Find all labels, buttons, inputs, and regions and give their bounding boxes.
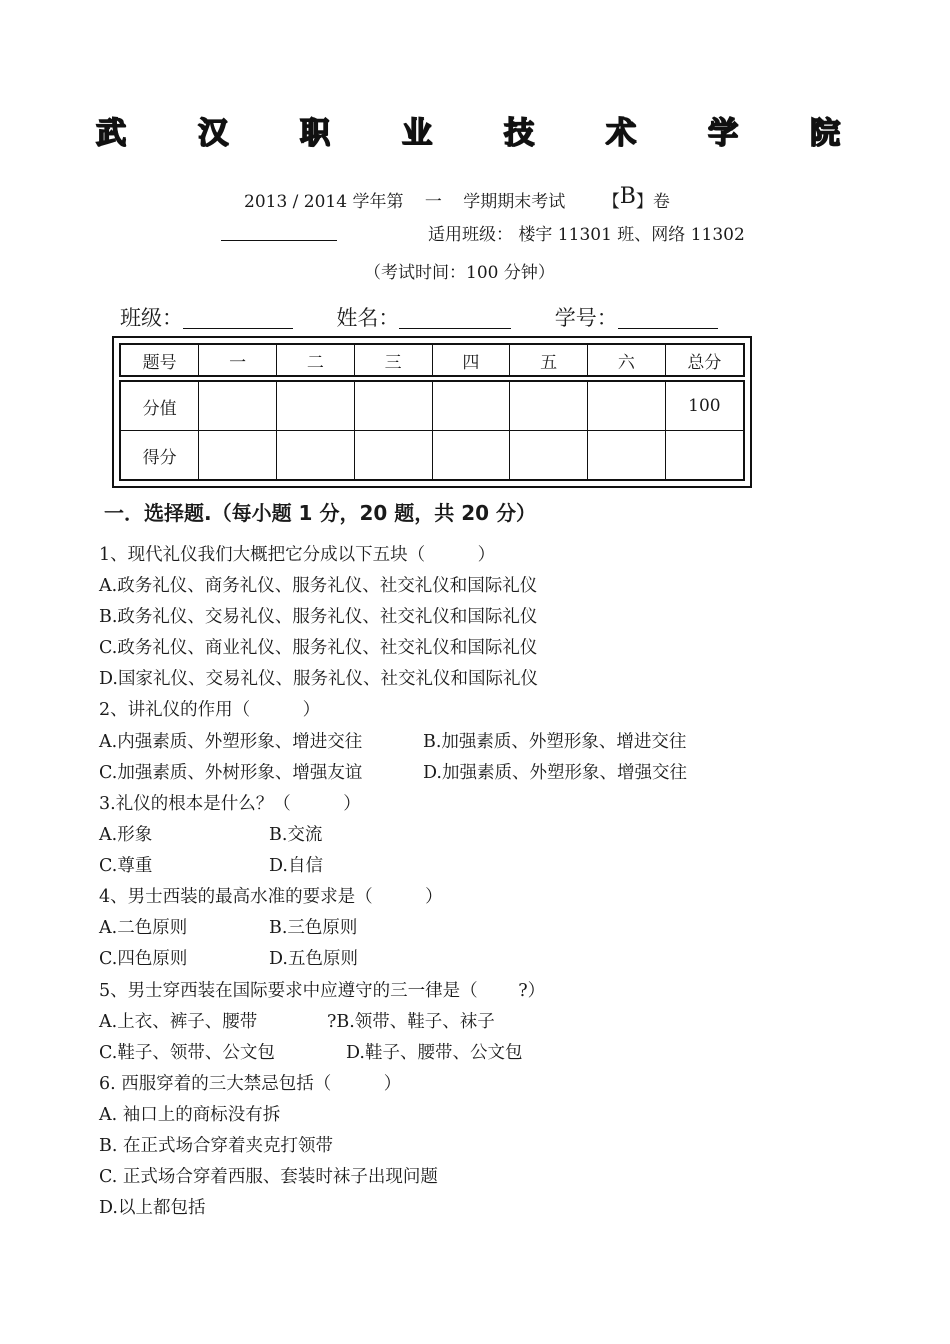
section-title: 一．选择题.（每小题 1 分，20 题，共 20 分）: [104, 501, 536, 525]
option-line: C.尊重: [99, 856, 153, 876]
title-char: 业: [402, 116, 432, 151]
question-4: 4、男士西装的最高水准的要求是（ ）: [99, 887, 443, 907]
class-field[interactable]: [183, 308, 293, 329]
classes-line: 适用班级： 楼宇 11301 班、网络 11302: [428, 225, 745, 245]
id-label: 学号：: [554, 306, 618, 330]
score-table: [112, 336, 752, 488]
option-line: C.政务礼仪、商业礼仪、服务礼仪、社交礼仪和国际礼仪: [99, 638, 538, 658]
paper-letter: B: [619, 184, 636, 209]
title-char: 职: [300, 116, 330, 151]
table-row: [121, 382, 743, 431]
year-line: 2013 / 2014 学年第: [244, 192, 404, 212]
header-cell: 题号: [121, 345, 199, 375]
question-2: 2、讲礼仪的作用（ ）: [99, 700, 321, 720]
exam-duration: （考试时间：100 分钟）: [364, 263, 555, 283]
table-cell[interactable]: [277, 431, 355, 480]
blank-line: [221, 240, 337, 241]
option-line: D.鞋子、腰带、公文包: [346, 1043, 523, 1063]
table-cell[interactable]: [354, 431, 432, 480]
table-cell: [277, 382, 355, 431]
question-6: 6. 西服穿着的三大禁忌包括（ ）: [99, 1074, 402, 1094]
exam-line: [244, 184, 670, 212]
header-cell: 五: [510, 345, 588, 375]
header-cell: 三: [354, 345, 432, 375]
option-line: B.政务礼仪、交易礼仪、服务礼仪、社交礼仪和国际礼仪: [99, 607, 538, 627]
option-line: B.三色原则: [269, 918, 358, 938]
option-line: B.交流: [269, 825, 323, 845]
option-line: ?B.领带、鞋子、袜子: [327, 1012, 495, 1032]
paper-bracket-open: 【: [602, 192, 620, 212]
header-cell: 总分: [665, 345, 743, 375]
option-line: C. 正式场合穿着西服、套装时袜子出现问题: [99, 1167, 438, 1187]
option-line: A.二色原则: [99, 918, 188, 938]
option-line: B.加强素质、外塑形象、增进交往: [423, 732, 687, 752]
option-line: A.内强素质、外塑形象、增进交往: [99, 732, 363, 752]
student-id-field[interactable]: [618, 308, 718, 329]
title-char: 武: [96, 116, 126, 151]
table-cell: 100: [665, 382, 743, 431]
option-line: D.以上都包括: [99, 1198, 206, 1218]
paper-bracket-close: 】卷: [635, 192, 670, 212]
table-cell: [354, 382, 432, 431]
table-cell[interactable]: [199, 431, 277, 480]
question-1: 1、现代礼仪我们大概把它分成以下五块（ ）: [99, 545, 496, 565]
table-cell: 分值: [121, 382, 199, 431]
score-table-header: [119, 343, 745, 377]
score-table-body: [119, 380, 745, 481]
option-line: D.国家礼仪、交易礼仪、服务礼仪、社交礼仪和国际礼仪: [99, 669, 538, 689]
header-cell: 二: [277, 345, 355, 375]
school-title: [96, 108, 840, 152]
header-cell: 四: [432, 345, 510, 375]
table-cell[interactable]: [510, 431, 588, 480]
table-row: [121, 431, 743, 480]
name-field[interactable]: [399, 308, 511, 329]
header-cell: 六: [588, 345, 666, 375]
student-info: [120, 302, 718, 332]
table-cell: [432, 382, 510, 431]
table-cell: [510, 382, 588, 431]
title-char: 技: [504, 116, 534, 151]
question-3: 3.礼仪的根本是什么？（ ）: [99, 794, 361, 814]
title-char: 院: [810, 116, 840, 151]
term: 一: [424, 192, 442, 212]
title-char: 汉: [198, 116, 228, 151]
table-cell: 得分: [121, 431, 199, 480]
option-line: A.形象: [99, 825, 153, 845]
table-cell: [588, 382, 666, 431]
option-line: C.加强素质、外树形象、增强友谊: [99, 763, 363, 783]
table-cell: [199, 382, 277, 431]
title-char: 学: [708, 116, 738, 151]
name-label: 姓名：: [336, 306, 400, 330]
option-line: D.自信: [269, 856, 323, 876]
option-line: C.鞋子、领带、公文包: [99, 1043, 275, 1063]
option-line: A.上衣、裤子、腰带: [99, 1012, 258, 1032]
option-line: D.五色原则: [269, 949, 358, 969]
class-label: 班级：: [120, 306, 183, 330]
option-line: D.加强素质、外塑形象、增强交往: [423, 763, 687, 783]
header-cell: 一: [199, 345, 277, 375]
question-5: 5、男士穿西装在国际要求中应遵守的三一律是（ ?）: [99, 981, 546, 1001]
table-cell[interactable]: [432, 431, 510, 480]
option-line: A. 袖口上的商标没有拆: [99, 1105, 281, 1125]
exam-type: 学期期末考试: [463, 192, 566, 212]
table-cell[interactable]: [665, 431, 743, 480]
title-char: 术: [606, 116, 636, 151]
table-cell[interactable]: [588, 431, 666, 480]
option-line: A.政务礼仪、商务礼仪、服务礼仪、社交礼仪和国际礼仪: [99, 576, 538, 596]
option-line: C.四色原则: [99, 949, 188, 969]
option-line: B. 在正式场合穿着夹克打领带: [99, 1136, 333, 1156]
